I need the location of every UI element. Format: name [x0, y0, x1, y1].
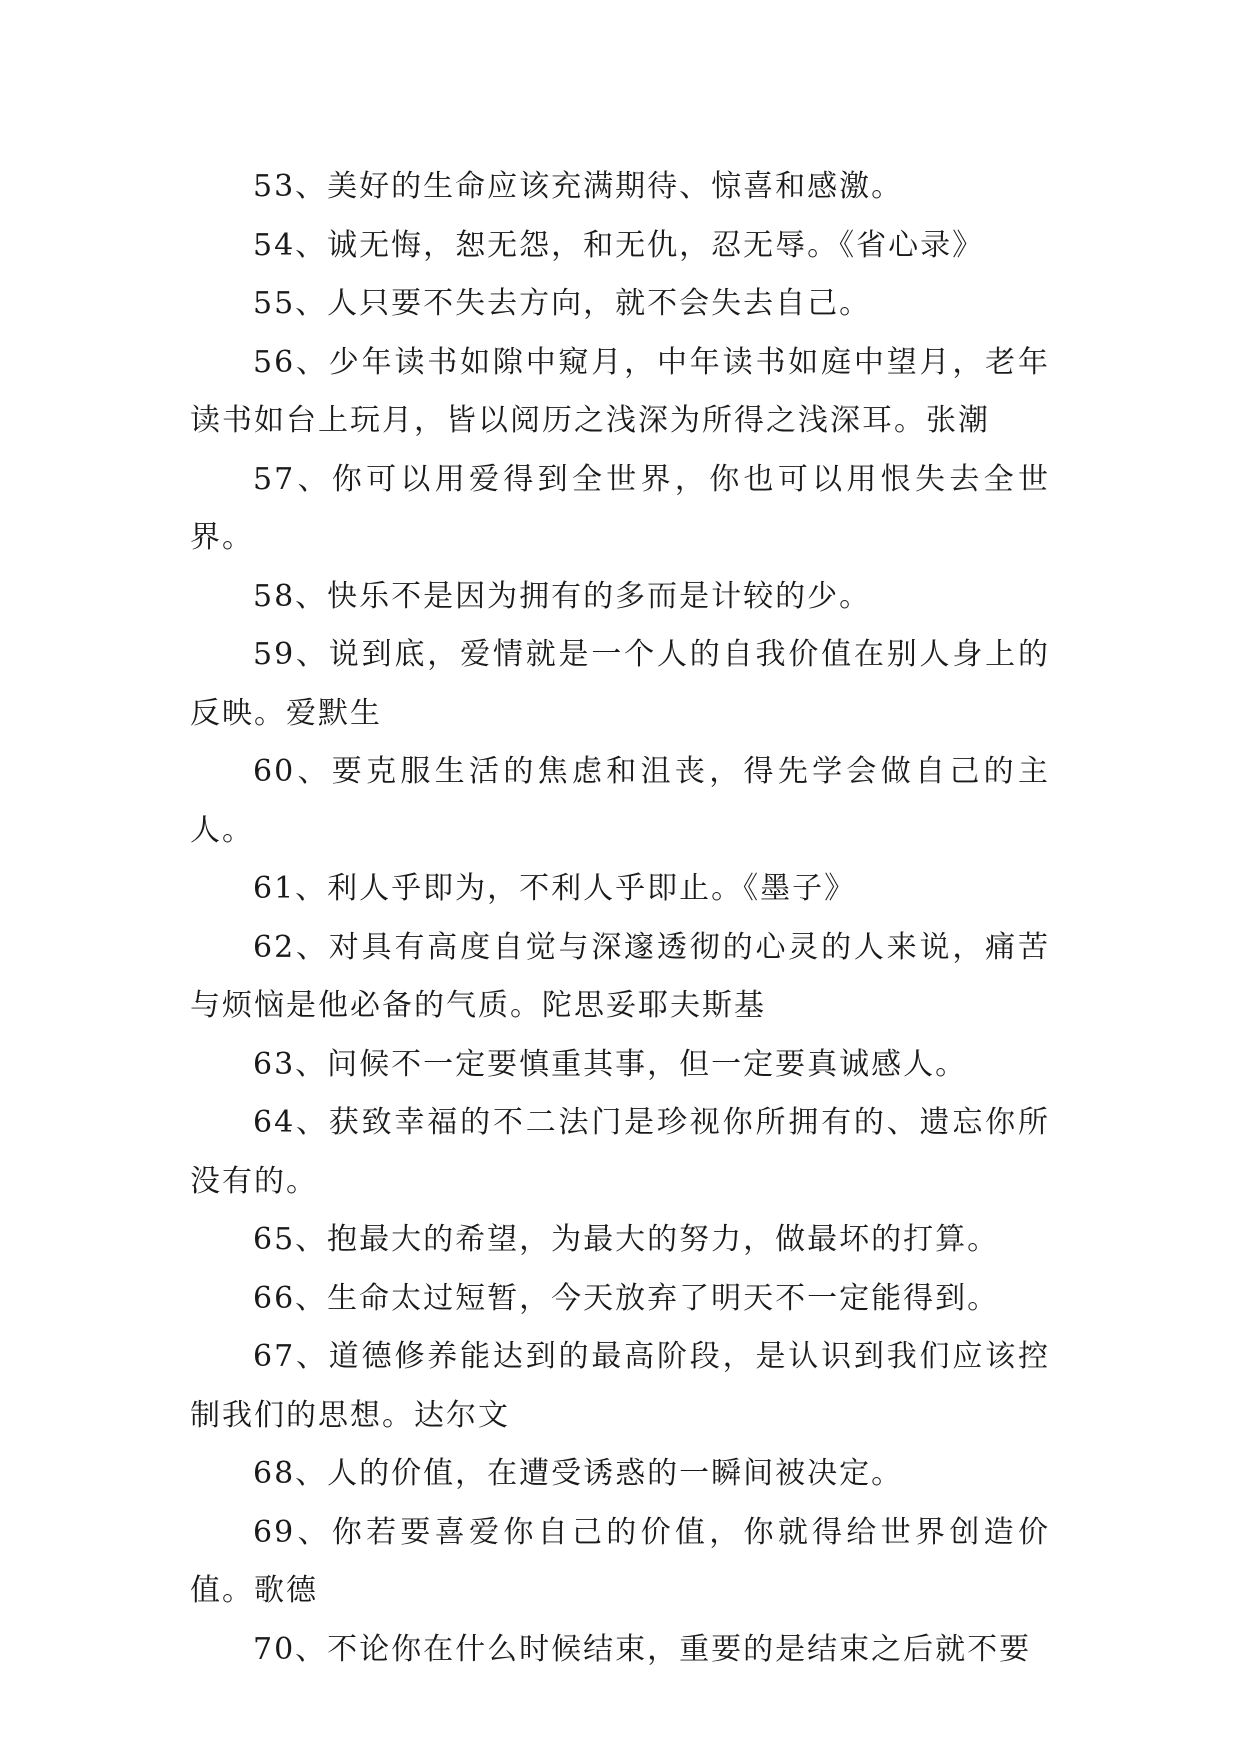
quote-paragraph-68: 68、人的价值，在遭受诱惑的一瞬间被决定。: [253, 1456, 904, 1491]
quote-paragraph-55: 55、人只要不失去方向，就不会失去自己。: [253, 286, 872, 321]
quote-paragraph-69: 69、你若要喜爱你自己的价值，你就得给世界创造价值。歌德: [190, 1514, 1050, 1608]
quote-paragraph-67: 67、道德修养能达到的最高阶段，是认识到我们应该控制我们的思想。达尔文: [190, 1339, 1050, 1433]
quote-paragraph-59: 59、说到底，爱情就是一个人的自我价值在别人身上的反映。爱默生: [190, 637, 1050, 731]
quote-paragraph-60: 60、要克服生活的焦虑和沮丧，得先学会做自己的主人。: [190, 754, 1050, 848]
quote-paragraph-61: 61、利人乎即为，不利人乎即止。《墨子》: [253, 871, 857, 906]
quote-paragraph-70: 70、不论你在什么时候结束，重要的是结束之后就不要: [253, 1631, 1032, 1667]
quote-paragraph-53: 53、美好的生命应该充满期待、惊喜和感激。: [253, 169, 904, 204]
quote-paragraph-65: 65、抱最大的希望，为最大的努力，做最坏的打算。: [253, 1222, 1000, 1257]
document-body: [190, 158, 1050, 1679]
quote-paragraph-58: 58、快乐不是因为拥有的多而是计较的少。: [253, 578, 872, 614]
quote-paragraph-54: 54、诚无悔，恕无怨，和无仇，忍无辱。《省心录》: [253, 227, 985, 263]
quote-paragraph-57: 57、你可以用爱得到全世界，你也可以用恨失去全世界。: [190, 461, 1050, 555]
quote-paragraph-56: 56、少年读书如隙中窥月，中年读书如庭中望月，老年读书如台上玩月，皆以阅历之浅深为所得之浅深耳。张潮: [190, 344, 1050, 438]
quote-paragraph-63: 63、问候不一定要慎重其事，但一定要真诚感人。: [253, 1046, 968, 1082]
quote-paragraph-62: 62、对具有高度自觉与深邃透彻的心灵的人来说，痛苦与烦恼是他必备的气质。陀思妥耶夫斯基: [190, 929, 1050, 1023]
quote-paragraph-64: 64、获致幸福的不二法门是珍视你所拥有的、遗忘你所没有的。: [190, 1105, 1050, 1199]
quote-paragraph-66: 66、生命太过短暂，今天放弃了明天不一定能得到。: [253, 1280, 1000, 1316]
